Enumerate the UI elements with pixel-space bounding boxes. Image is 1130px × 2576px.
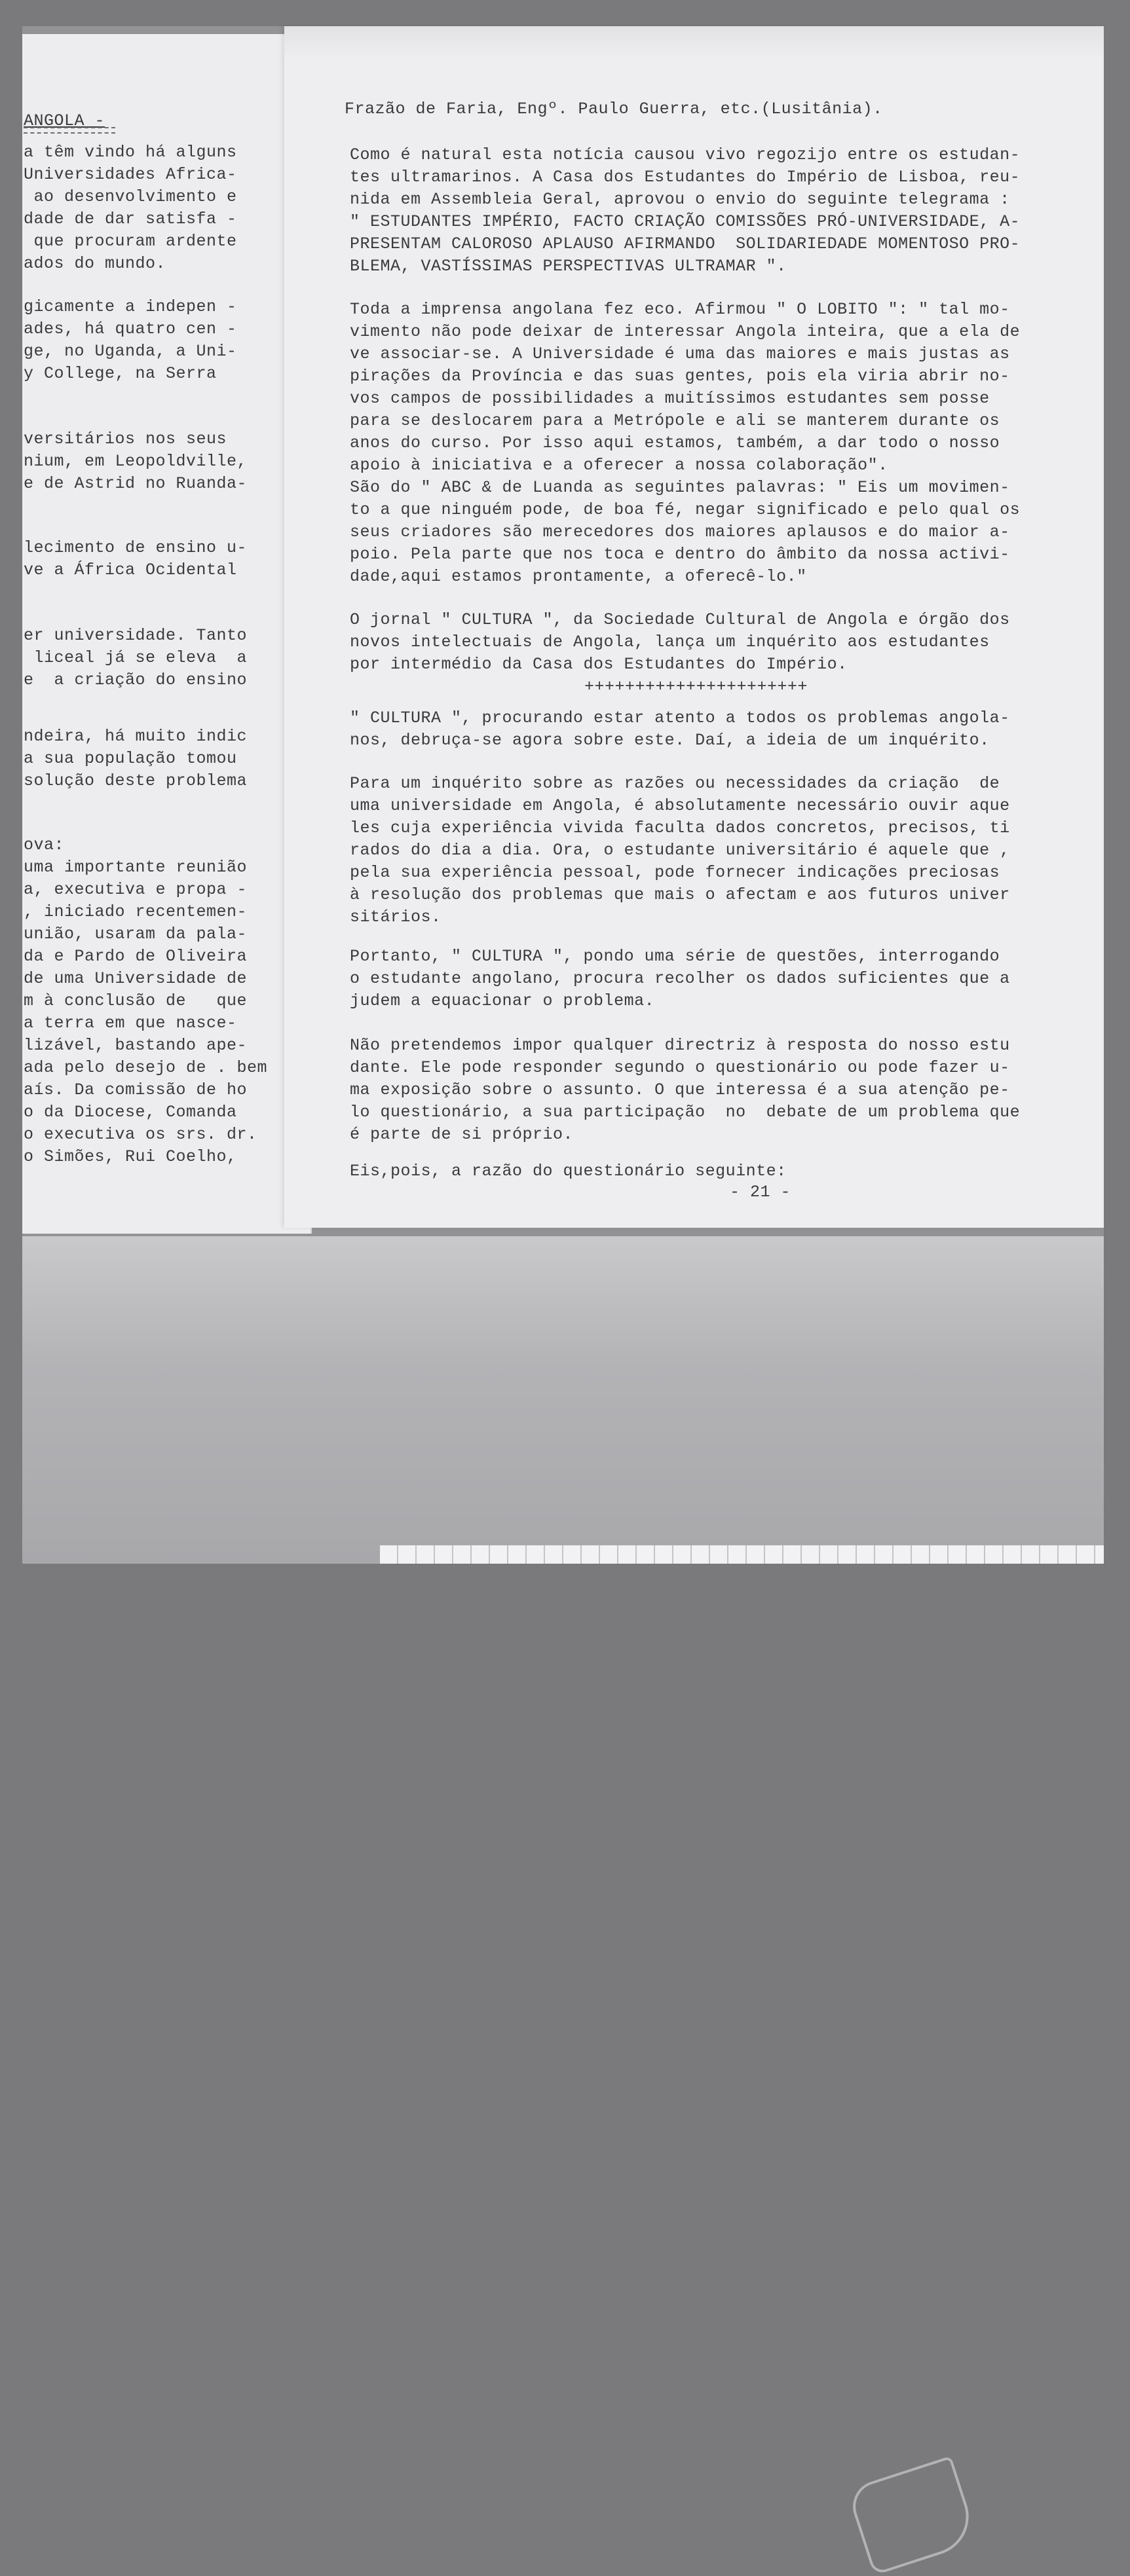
left-line: gicamente a indepen - [24, 297, 237, 316]
main-line: sitários. [350, 908, 442, 927]
main-line: Como é natural esta notícia causou vivo regozijo entre os estudan- [350, 145, 1021, 164]
left-line: y College, na Serra [24, 364, 217, 383]
left-line: e a criação do ensino [24, 671, 248, 690]
main-line: PRESENTAM CALOROSO APLAUSO AFIRMANDO SOLIDARIEDADE MOMENTOSO PRO- [350, 234, 1021, 253]
main-line: Frazão de Faria, Engº. Paulo Guerra, etc.(Lusitânia). [345, 100, 883, 119]
main-line: " CULTURA ", procurando estar atento a todos os problemas angola- [350, 708, 1010, 727]
left-line: ova: [24, 836, 65, 855]
left-line: a têm vindo há alguns [24, 143, 237, 162]
left-line: nium, em Leopoldville, [24, 452, 248, 471]
main-line: é parte de si próprio. [350, 1125, 574, 1144]
left-line: a sua população tomou [24, 749, 237, 768]
main-line: O jornal " CULTURA ", da Sociedade Cultural de Angola e órgão dos [350, 610, 1010, 629]
main-line: para se deslocarem para a Metrópole e ali se manterem durante os [350, 411, 1000, 430]
left-line: , iniciado recentemen- [24, 902, 248, 921]
main-line: Para um inquérito sobre as razões ou necessidades da criação de [350, 774, 1000, 793]
left-line: aís. Da comissão de ho [24, 1080, 248, 1099]
title-underline-rule [24, 127, 115, 134]
left-line: a, executiva e propa - [24, 880, 248, 899]
left-line: ndeira, há muito indic [24, 727, 248, 746]
left-line: ge, no Uganda, a Uni- [24, 342, 237, 361]
main-line: dante. Ele pode responder segundo o questionário ou pode fazer u- [350, 1058, 1010, 1077]
left-line: uma importante reunião [24, 858, 248, 877]
main-line: anos do curso. Por isso aqui estamos, também, a dar todo o nosso [350, 433, 1000, 452]
main-line: les cuja experiência vivida faculta dados concretos, precisos, ti [350, 819, 1010, 837]
main-line: dade,aqui estamos prontamente, a oferecê-lo." [350, 567, 807, 586]
left-line: ados do mundo. [24, 254, 166, 273]
main-line: uma universidade em Angola, é absolutamente necessário ouvir aque [350, 796, 1010, 815]
main-line: o estudante angolano, procura recolher os dados suficientes que a [350, 969, 1010, 988]
main-line: nida em Assembleia Geral, aprovou o envio do seguinte telegrama : [350, 190, 1010, 209]
main-line: à resolução dos problemas que mais o afectam e aos futuros univer [350, 885, 1010, 904]
left-line: liceal já se eleva a [24, 648, 248, 667]
left-line: a terra em que nasce- [24, 1014, 237, 1033]
left-line: de uma Universidade de [24, 969, 248, 988]
main-line: poio. Pela parte que nos toca e dentro do âmbito da nossa activi- [350, 545, 1010, 564]
main-line: por intermédio da Casa dos Estudantes do Império. [350, 655, 848, 674]
main-line: Eis,pois, a razão do questionário seguinte: [350, 1162, 787, 1181]
left-page-title: ANGOLA - [24, 111, 105, 130]
left-line: lizável, bastando ape- [24, 1036, 248, 1055]
left-line: que procuram ardente [24, 232, 237, 251]
left-line: união, usaram da pala- [24, 925, 248, 944]
main-line: ve associar-se. A Universidade é uma das maiores e mais justas as [350, 344, 1010, 363]
left-line: dade de dar satisfa - [24, 210, 237, 229]
main-line: São do " ABC & de Luanda as seguintes palavras: " Eis um movimen- [350, 478, 1010, 497]
main-line: apoio à iniciativa e a oferecer a nossa colaboração". [350, 456, 888, 475]
main-line: Toda a imprensa angolana fez eco. Afirmou " O LOBITO ": " tal mo- [350, 300, 1010, 319]
left-line: versitários nos seus [24, 430, 227, 449]
left-line: ve a África Ocidental [24, 561, 237, 580]
separator-line: ++++++++++++++++++++++ [584, 677, 808, 696]
main-line: to a que ninguém pode, de boa fé, negar significado e pelo qual os [350, 500, 1021, 519]
left-line: ada pelo desejo de . bem [24, 1058, 268, 1077]
scale-ruler [380, 1545, 1104, 1564]
main-line: BLEMA, VASTÍSSIMAS PERSPECTIVAS ULTRAMAR ". [350, 257, 787, 276]
left-line: er universidade. Tanto [24, 626, 248, 645]
main-line: rados do dia a dia. Ora, o estudante universitário é aquele que , [350, 841, 1010, 860]
left-line: ades, há quatro cen - [24, 320, 237, 339]
left-line: e de Astrid no Ruanda- [24, 474, 248, 493]
main-line: pela sua experiência pessoal, pode fornecer indicações preciosas [350, 863, 1000, 882]
main-line: vos campos de possibilidades a muitíssimos estudantes sem posse [350, 389, 990, 408]
main-line: Portanto, " CULTURA ", pondo uma série de questões, interrogando [350, 947, 1000, 966]
main-line: tes ultramarinos. A Casa dos Estudantes do Império de Lisboa, reu- [350, 168, 1021, 187]
main-line: " ESTUDANTES IMPÉRIO, FACTO CRIAÇÃO COMISSÕES PRÓ-UNIVERSIDADE, A- [350, 212, 1021, 231]
main-line: nos, debruça-se agora sobre este. Daí, a ideia de um inquérito. [350, 731, 990, 750]
left-line: lecimento de ensino u- [24, 538, 248, 557]
scan-frame [22, 26, 1104, 1564]
left-line: m à conclusão de que [24, 991, 248, 1010]
left-line: solução deste problema [24, 771, 248, 790]
main-page [284, 26, 1104, 1228]
main-line: Não pretendemos impor qualquer directriz à resposta do nosso estu [350, 1036, 1010, 1055]
left-line: o executiva os srs. dr. [24, 1125, 257, 1144]
left-page [22, 34, 311, 1234]
main-line: judem a equacionar o problema. [350, 991, 655, 1010]
left-line: da e Pardo de Oliveira [24, 947, 248, 966]
paper-crease-mark [846, 2456, 979, 2575]
background-surface [22, 1236, 1104, 1564]
main-line: pirações da Província e das suas gentes, pois ela viria abrir no- [350, 367, 1010, 386]
left-line: o da Diocese, Comanda [24, 1103, 237, 1122]
page-number: - 21 - [730, 1183, 791, 1202]
left-line: Universidades Africa- [24, 165, 237, 184]
left-line: ao desenvolvimento e [24, 187, 237, 206]
main-line: vimento não pode deixar de interessar Angola inteira, que a ela de [350, 322, 1021, 341]
main-line: ma exposição sobre o assunto. O que interessa é a sua atenção pe- [350, 1080, 1010, 1099]
main-line: lo questionário, a sua participação no debate de um problema que [350, 1103, 1021, 1122]
main-line: novos intelectuais de Angola, lança um inquérito aos estudantes [350, 633, 990, 652]
main-line: seus criadores são merecedores dos maiores aplausos e do maior a- [350, 523, 1010, 542]
left-line: o Simões, Rui Coelho, [24, 1147, 237, 1166]
